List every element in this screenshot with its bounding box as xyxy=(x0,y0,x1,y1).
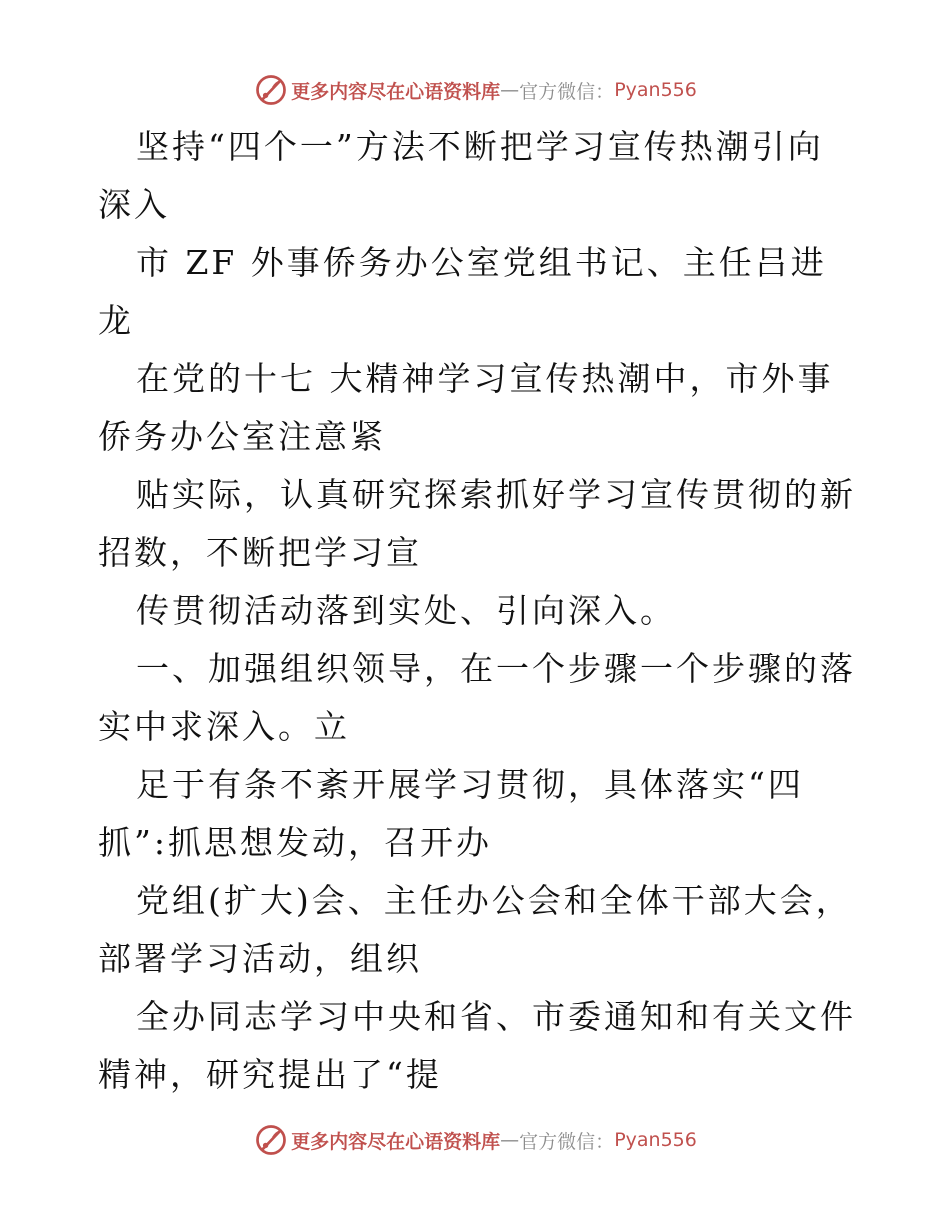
header-banner xyxy=(0,70,950,110)
author-line: 市 ZF 外事侨务办公室党组书记、主任吕进龙 xyxy=(98,243,827,340)
document-title: 坚持“四个一”方法不断把学习宣传热潮引向深入 xyxy=(98,127,824,224)
body-paragraph: 全办同志学习中央和省、市委通知和有关文件精神，研究提出了“提 xyxy=(98,997,856,1094)
body-paragraph: 党组(扩大)会、主任办公会和全体干部大会，部署学习活动，组织 xyxy=(98,881,852,978)
section-heading: 一、加强组织领导，在一个步骤一个步骤的落实中求深入。立 xyxy=(98,649,856,746)
footer-banner xyxy=(0,1120,950,1160)
quill-pen-logo-icon xyxy=(253,72,289,108)
wechat-label: 官方微信： xyxy=(519,1130,615,1153)
document-body xyxy=(98,118,858,1104)
promo-text: 更多内容尽在心语资料库 xyxy=(291,1130,501,1153)
body-paragraph: 贴实际，认真研究探索抓好学习宣传贯彻的新招数，不断把学习宣 xyxy=(98,475,856,572)
body-paragraph: 足于有条不紊开展学习贯彻，具体落实“四抓”:抓思想发动，召开办 xyxy=(98,765,804,862)
quill-pen-logo-icon xyxy=(253,1122,289,1158)
wechat-label: 官方微信： xyxy=(519,80,615,103)
wechat-id: Pyan556 xyxy=(614,79,697,101)
banner-separator: — xyxy=(500,1129,520,1151)
body-paragraph: 传贯彻活动落到实处、引向深入。 xyxy=(136,591,676,630)
promo-text: 更多内容尽在心语资料库 xyxy=(291,80,501,103)
body-paragraph: 在党的十七 大精神学习宣传热潮中，市外事侨务办公室注意紧 xyxy=(98,359,834,456)
banner-separator: — xyxy=(500,79,520,101)
wechat-id: Pyan556 xyxy=(614,1129,697,1151)
